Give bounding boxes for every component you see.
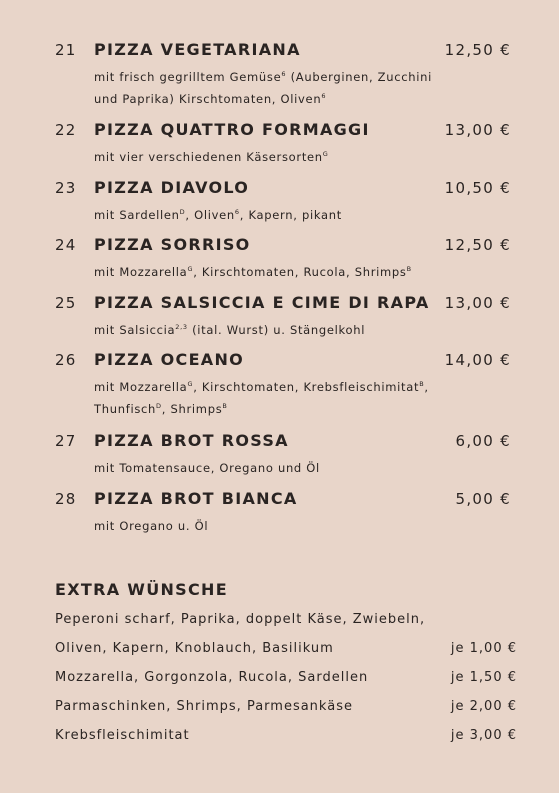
item-number: 24 bbox=[55, 236, 77, 254]
item-description bbox=[94, 515, 434, 537]
item-price: 10,50 € bbox=[444, 179, 511, 197]
extra-text: Krebsfleischimitat bbox=[55, 728, 190, 743]
allergen-code: D bbox=[156, 402, 162, 410]
description-text: , Oliven bbox=[185, 208, 235, 222]
item-number: 25 bbox=[55, 294, 77, 312]
description-line bbox=[94, 376, 434, 398]
allergen-code: 6 bbox=[321, 92, 327, 100]
extra-price: je 1,00 € bbox=[450, 641, 517, 656]
item-description bbox=[94, 261, 434, 283]
item-number: 26 bbox=[55, 351, 77, 369]
description-text: mit Oregano u. Öl bbox=[94, 519, 209, 533]
description-text: mit vier verschiedenen Käsersorten bbox=[94, 150, 323, 164]
extra-text: Mozzarella, Gorgonzola, Rucola, Sardellen bbox=[55, 670, 369, 685]
description-line bbox=[94, 319, 434, 341]
item-price: 12,50 € bbox=[444, 236, 511, 254]
description-line bbox=[94, 515, 434, 537]
item-name: PIZZA BROT ROSSA bbox=[94, 431, 289, 450]
description-text: mit frisch gegrilltem Gemüse bbox=[94, 70, 282, 84]
item-price: 5,00 € bbox=[455, 490, 511, 508]
item-name: PIZZA BROT BIANCA bbox=[94, 489, 298, 508]
description-line bbox=[94, 66, 434, 88]
item-number: 23 bbox=[55, 179, 77, 197]
description-text: Thunfisch bbox=[94, 402, 157, 416]
item-description bbox=[94, 319, 434, 341]
item-name: PIZZA SALSICCIA E CIME DI RAPA bbox=[94, 293, 430, 312]
allergen-code: G bbox=[187, 265, 194, 273]
item-name: PIZZA SORRISO bbox=[94, 235, 251, 254]
allergen-code: B bbox=[222, 402, 228, 410]
item-name: PIZZA QUATTRO FORMAGGI bbox=[94, 120, 370, 139]
allergen-code: B bbox=[419, 380, 425, 388]
extra-price: je 1,50 € bbox=[450, 670, 517, 685]
allergen-code: 6 bbox=[234, 208, 240, 216]
extra-price: je 2,00 € bbox=[450, 699, 517, 714]
item-number: 27 bbox=[55, 432, 77, 450]
item-price: 6,00 € bbox=[455, 432, 511, 450]
description-text: mit Mozzarella bbox=[94, 265, 188, 279]
extra-text: Parmaschinken, Shrimps, Parmesankäse bbox=[55, 699, 353, 714]
item-price: 14,00 € bbox=[444, 351, 511, 369]
item-description bbox=[94, 204, 434, 226]
description-text: , Kapern, pikant bbox=[239, 208, 342, 222]
description-text: mit Mozzarella bbox=[94, 380, 188, 394]
item-price: 13,00 € bbox=[444, 294, 511, 312]
extra-text: Oliven, Kapern, Knoblauch, Basilikum bbox=[55, 641, 334, 656]
item-name: PIZZA VEGETARIANA bbox=[94, 40, 301, 59]
description-text: und Paprika) Kirschtomaten, Oliven bbox=[94, 92, 322, 106]
item-number: 21 bbox=[55, 41, 77, 59]
allergen-code: G bbox=[187, 380, 194, 388]
item-name: PIZZA OCEANO bbox=[94, 350, 245, 369]
extra-text: Peperoni scharf, Paprika, doppelt Käse, Zwiebeln, bbox=[55, 612, 426, 627]
item-name: PIZZA DIAVOLO bbox=[94, 178, 250, 197]
description-line bbox=[94, 457, 434, 479]
allergen-code: D bbox=[179, 208, 186, 216]
description-text: , Shrimps bbox=[161, 402, 223, 416]
description-text: , bbox=[424, 380, 429, 394]
item-description bbox=[94, 66, 434, 110]
description-text: mit Salsiccia bbox=[94, 323, 176, 337]
description-line bbox=[94, 146, 434, 168]
description-line bbox=[94, 88, 434, 110]
description-text: , Kirschtomaten, Krebsfleischimitat bbox=[193, 380, 420, 394]
description-text: (ital. Wurst) u. Stängelkohl bbox=[187, 323, 366, 337]
extras-title: EXTRA WÜNSCHE bbox=[55, 580, 228, 599]
item-description bbox=[94, 146, 434, 168]
allergen-code: B bbox=[406, 265, 412, 273]
item-number: 22 bbox=[55, 121, 77, 139]
item-price: 12,50 € bbox=[444, 41, 511, 59]
description-line bbox=[94, 261, 434, 283]
item-description bbox=[94, 376, 434, 420]
description-text: mit Tomatensauce, Oregano und Öl bbox=[94, 461, 320, 475]
allergen-code: 2,3 bbox=[175, 323, 188, 331]
description-text: , Kirschtomaten, Rucola, Shrimps bbox=[193, 265, 407, 279]
extra-price: je 3,00 € bbox=[450, 728, 517, 743]
description-line bbox=[94, 398, 434, 420]
description-text: (Auberginen, Zucchini bbox=[286, 70, 433, 84]
item-description bbox=[94, 457, 434, 479]
allergen-code: 6 bbox=[281, 70, 287, 78]
description-line bbox=[94, 204, 434, 226]
item-number: 28 bbox=[55, 490, 77, 508]
allergen-code: G bbox=[322, 150, 329, 158]
item-price: 13,00 € bbox=[444, 121, 511, 139]
description-text: mit Sardellen bbox=[94, 208, 180, 222]
